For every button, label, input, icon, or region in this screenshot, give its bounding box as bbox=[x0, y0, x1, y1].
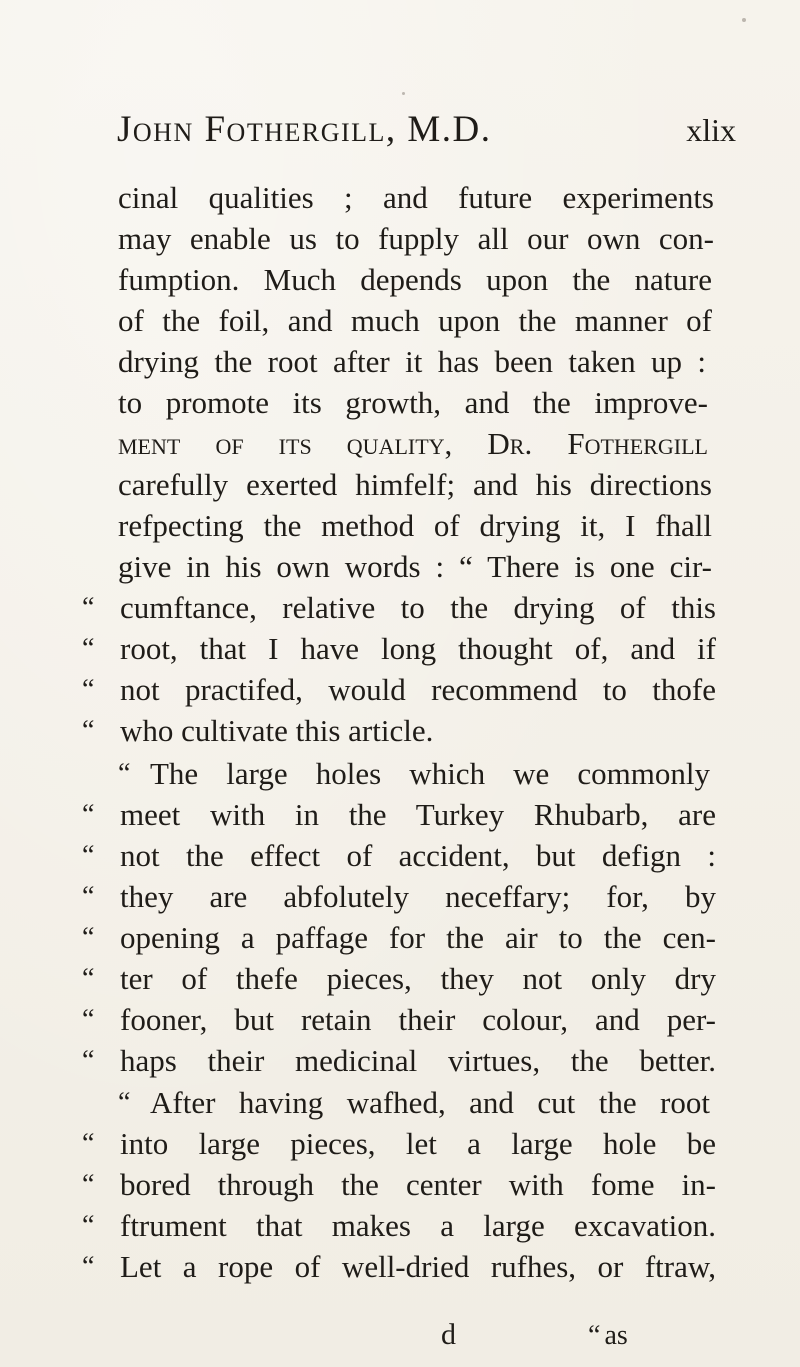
page-footer bbox=[0, 1318, 800, 1358]
text-line: refpecting the method of drying it, I fhall bbox=[118, 508, 712, 543]
text-line: “ opening a paffage for the air to the cen- bbox=[82, 920, 716, 955]
text-line: “ haps their medicinal virtues, the better. bbox=[82, 1043, 716, 1078]
text-line: carefully exerted himfelf; and his directions bbox=[118, 467, 712, 502]
text-line: “ fooner, but retain their colour, and per- bbox=[82, 1002, 716, 1037]
text-line: “ meet with in the Turkey Rhubarb, are bbox=[82, 797, 716, 832]
text-line: “ Let a rope of well-dried rufhes, or ftraw, bbox=[82, 1249, 716, 1284]
text-line: “ bored through the center with fome in- bbox=[82, 1167, 716, 1202]
text-line: “ they are abfolutely neceffary; for, by bbox=[82, 879, 716, 914]
text-line: of the foil, and much upon the manner of bbox=[118, 303, 712, 338]
text-line: fumption. Much depends upon the nature bbox=[118, 262, 712, 297]
text-line: “ cumftance, relative to the drying of this bbox=[82, 590, 716, 625]
text-line: “ ftrument that makes a large excavation. bbox=[82, 1208, 716, 1243]
text-line: give in his own words : “ There is one cir- bbox=[118, 549, 712, 584]
text-line: “ After having wafhed, and cut the root bbox=[118, 1085, 710, 1120]
text-line: “ who cultivate this article. bbox=[82, 713, 434, 748]
catchword-text: as bbox=[604, 1320, 628, 1351]
text-line: to promote its growth, and the improve- bbox=[118, 385, 708, 420]
page-number: xlix bbox=[686, 112, 736, 148]
catchword-quote: “ bbox=[588, 1320, 601, 1351]
text-line: “ The large holes which we commonly bbox=[118, 756, 710, 791]
text-line: cinal qualities ; and future experiments bbox=[118, 180, 714, 215]
text-line: may enable us to fupply all our own con- bbox=[118, 221, 714, 256]
text-line: “ root, that I have long thought of, and if bbox=[82, 631, 716, 666]
paper-speck bbox=[742, 18, 746, 22]
text-line: drying the root after it has been taken up : bbox=[118, 344, 706, 379]
signature-mark: d bbox=[441, 1318, 456, 1351]
text-line: “ ter of thefe pieces, they not only dry bbox=[82, 961, 716, 996]
text-line: ment of its quality, Dr. Fothergill bbox=[118, 426, 708, 461]
text-line: “ not the effect of accident, but defign : bbox=[82, 838, 716, 873]
catchword bbox=[588, 1320, 628, 1352]
text-line: “ not practifed, would recommend to thofe bbox=[82, 672, 716, 707]
running-head: John Fothergill, M.D. bbox=[117, 109, 492, 150]
text-line: “ into large pieces, let a large hole be bbox=[82, 1126, 716, 1161]
paper-speck bbox=[402, 92, 405, 95]
